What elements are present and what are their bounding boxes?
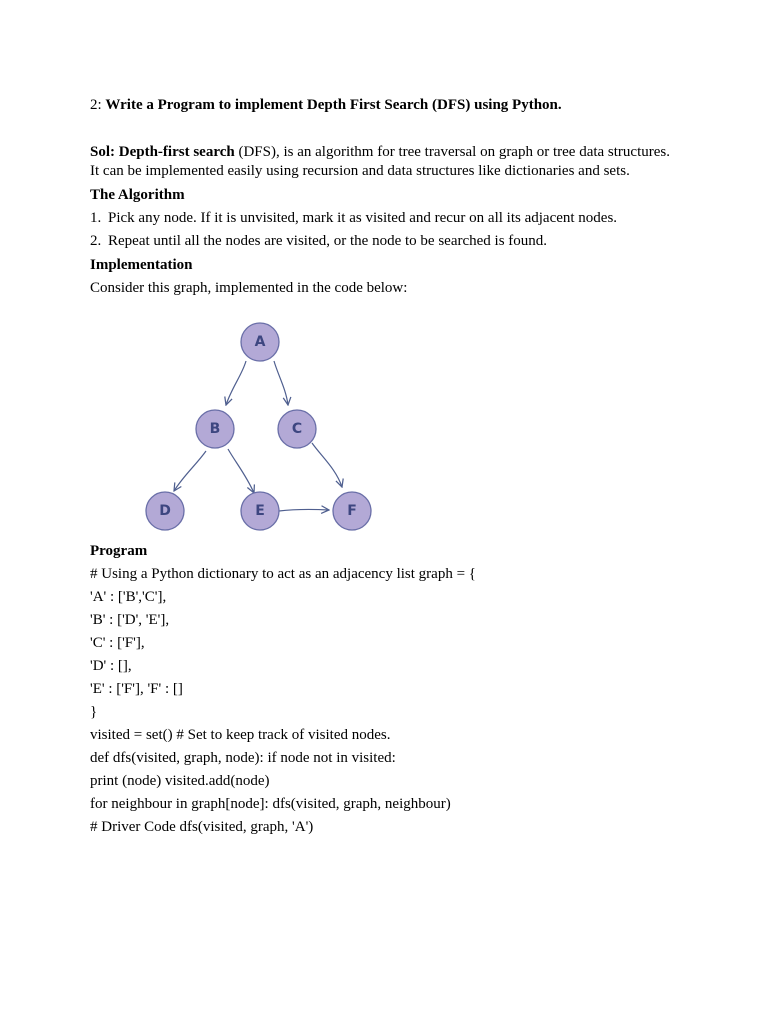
implementation-heading: Implementation <box>90 257 193 273</box>
code-line: # Using a Python dictionary to act as an adjacency list graph = { <box>90 566 476 582</box>
code-line: 'C' : ['F'], <box>90 635 145 651</box>
graph-node-f <box>333 492 371 530</box>
graph-node-b <box>196 410 234 448</box>
step-text: Repeat until all the nodes are visited, or the node to be searched is found. <box>108 233 548 249</box>
code-line: for neighbour in graph[node]: dfs(visited, graph, neighbour) <box>90 796 451 812</box>
solution-text: (DFS), is an algorithm for tree traversal on graph or tree data structures. <box>238 144 670 160</box>
code-line: visited = set() # Set to keep track of visited nodes. <box>90 727 391 743</box>
step-number: 1. <box>90 210 102 226</box>
code-line: # Driver Code dfs(visited, graph, 'A') <box>90 819 314 835</box>
solution-label: Sol: <box>90 144 116 160</box>
graph-node-a <box>241 323 279 361</box>
dfs-graph-diagram <box>140 315 380 540</box>
step-number: 2. <box>90 233 102 249</box>
question-heading <box>90 96 562 114</box>
code-line: 'E' : ['F'], 'F' : [] <box>90 681 183 697</box>
svg-text:C: C <box>291 421 303 437</box>
graph-node-c <box>278 410 316 448</box>
algorithm-heading: The Algorithm <box>90 187 185 203</box>
code-line: } <box>90 704 98 720</box>
solution-line-1 <box>90 143 670 161</box>
svg-text:A: A <box>254 334 266 350</box>
svg-text:F: F <box>347 503 357 519</box>
algorithm-step <box>90 209 617 227</box>
svg-text:D: D <box>159 503 171 519</box>
code-line: 'A' : ['B','C'], <box>90 589 167 605</box>
graph-node-e <box>241 492 279 530</box>
step-text: Pick any node. If it is unvisited, mark it as visited and recur on all its adjacent nodes. <box>108 210 618 226</box>
svg-text:B: B <box>209 421 221 437</box>
question-title: Write a Program to implement Depth First Search (DFS) using Python. <box>105 97 562 113</box>
code-line: 'B' : ['D', 'E'], <box>90 612 170 628</box>
algorithm-step <box>90 232 547 250</box>
solution-line-2: It can be implemented easily using recursion and data structures like dictionaries and sets. <box>90 163 630 179</box>
svg-text:E: E <box>255 503 265 519</box>
question-number: 2: <box>90 97 102 113</box>
solution-term: Depth-first search <box>118 144 235 160</box>
code-line: print (node) visited.add(node) <box>90 773 270 789</box>
implementation-intro: Consider this graph, implemented in the code below: <box>90 280 408 296</box>
program-heading: Program <box>90 543 148 559</box>
code-line: 'D' : [], <box>90 658 132 674</box>
graph-node-d <box>146 492 184 530</box>
code-line: def dfs(visited, graph, node): if node not in visited: <box>90 750 396 766</box>
